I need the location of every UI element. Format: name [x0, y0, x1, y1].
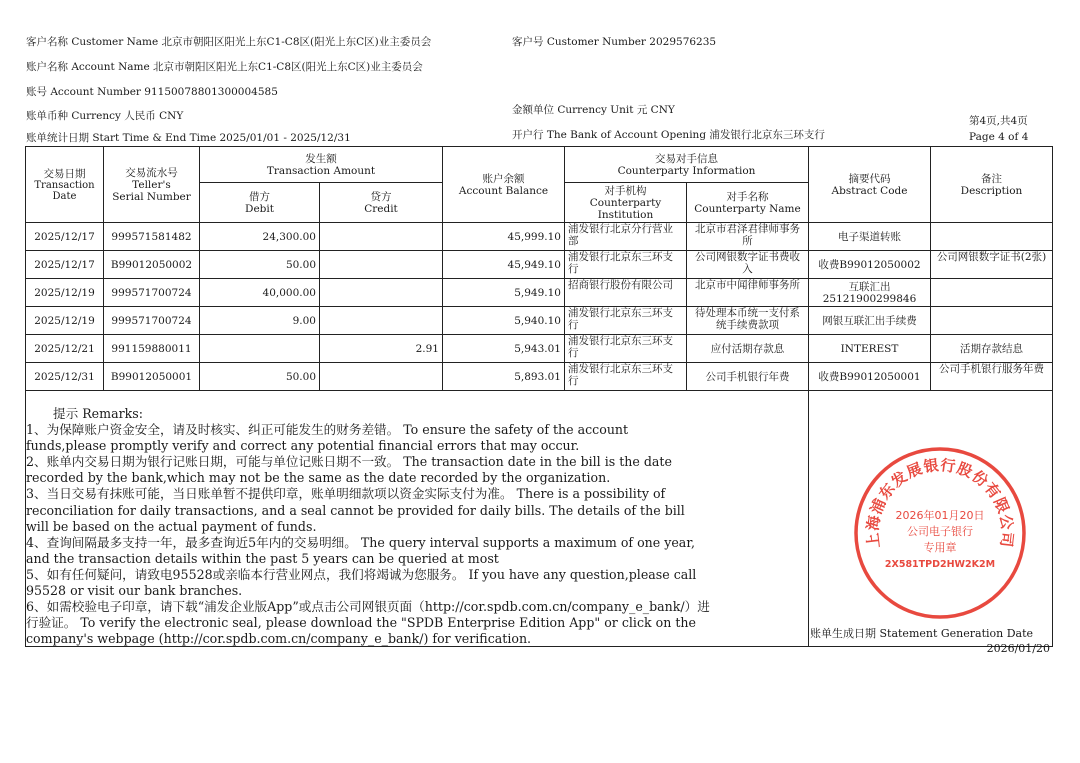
row-cp-name: 北京市中闻律师事务所 — [687, 279, 809, 307]
row-credit: 2.91 — [320, 335, 443, 363]
row-cp-name: 公司网银数字证书费收入 — [687, 251, 809, 279]
row-cp-institution: 浦发银行北京东三环支行 — [565, 307, 687, 335]
row-debit — [200, 335, 320, 363]
row-balance: 5,940.10 — [443, 307, 565, 335]
seal-line1: 公司电子银行 — [907, 525, 973, 538]
row-date: 2025/12/19 — [26, 279, 104, 307]
row-description — [931, 223, 1053, 251]
row-serial: B99012050002 — [104, 251, 200, 279]
header-credit: 贷方 Credit — [320, 183, 443, 223]
row-credit — [320, 223, 443, 251]
row-balance: 5,943.01 — [443, 335, 565, 363]
row-balance: 5,893.01 — [443, 363, 565, 391]
remarks-line: recorded by the bank,which may not be the same as the date recorded by the organization. — [26, 470, 611, 486]
row-cp-institution: 浦发银行北京东三环支行 — [565, 363, 687, 391]
row-credit — [320, 307, 443, 335]
table-header-row-1 — [26, 147, 1053, 183]
remarks-line: and the transaction details within the past 5 years can be queried at most — [26, 550, 499, 566]
row-abstract: 电子渠道转账 — [809, 223, 931, 251]
row-abstract: 互联汇出 25121900299846 — [809, 279, 931, 307]
seal-code: 2X581TPD2HW2K2M — [884, 559, 996, 570]
seal-line2: 专用章 — [923, 541, 957, 554]
row-abstract: 网银互联汇出手续费 — [809, 307, 931, 335]
row-serial: 991159880011 — [104, 335, 200, 363]
remarks-line: 3、当日交易有抹账可能，当日账单暂不提供印章，账单明细款项以资金实际支付为准。 There is a possibility of — [26, 486, 666, 502]
remarks-line: company's webpage (http://cor.spdb.com.cn/company_e_bank/) for verification. — [26, 631, 532, 647]
row-description — [931, 279, 1053, 307]
row-date: 2025/12/17 — [26, 223, 104, 251]
header-description: 备注 Description — [931, 147, 1053, 223]
row-credit — [320, 251, 443, 279]
header-counterparty: 交易对手信息 Counterparty Information — [565, 147, 809, 183]
table-row — [26, 279, 1053, 307]
remarks-line: funds,please promptly verify and correct any potential financial errors that may occur. — [26, 438, 580, 454]
opening-bank: 开户行 The Bank of Account Opening 浦发银行北京东三环支行 — [512, 129, 825, 141]
remarks-title: 提示 Remarks: — [53, 406, 143, 421]
row-cp-name: 待处理本币统一支付系统手续费款项 — [687, 307, 809, 335]
row-serial: 999571700724 — [104, 279, 200, 307]
header-serial: 交易流水号 Teller's Serial Number — [104, 147, 200, 223]
row-description: 公司网银数字证书(2张) — [931, 251, 1053, 279]
generation-date-label: 账单生成日期 Statement Generation Date — [810, 627, 1034, 640]
row-debit: 9.00 — [200, 307, 320, 335]
row-credit — [320, 363, 443, 391]
row-credit — [320, 279, 443, 307]
currency: 账单币种 Currency 人民币 CNY — [26, 110, 184, 122]
row-debit: 50.00 — [200, 363, 320, 391]
row-description: 公司手机银行服务年费 — [931, 363, 1053, 391]
row-debit: 24,300.00 — [200, 223, 320, 251]
remarks-line: 2、账单内交易日期为银行记账日期，可能与单位记账日期不一致。 The transaction date in the bill is the date — [26, 454, 672, 470]
table-row — [26, 335, 1053, 363]
row-cp-name: 应付活期存款息 — [687, 335, 809, 363]
table-row — [26, 223, 1053, 251]
header-counterparty-name: 对手名称 Counterparty Name — [687, 183, 809, 223]
remarks-line: 5、如有任何疑问，请致电95528或亲临本行营业网点，我们将竭诚为您服务。 If you have any question,please call — [26, 566, 697, 582]
remarks-line: 95528 or visit our bank branches. — [26, 583, 243, 599]
company-seal — [850, 443, 1030, 623]
currency-unit: 金额单位 Currency Unit 元 CNY — [512, 104, 675, 116]
header-amount: 发生额 Transaction Amount — [200, 147, 443, 183]
row-abstract: INTEREST — [809, 335, 931, 363]
page-indicator-en: Page 4 of 4 — [969, 131, 1029, 143]
row-description: 活期存款结息 — [931, 335, 1053, 363]
remarks-line: will be based on the actual payment of funds. — [26, 518, 317, 534]
header-date: 交易日期 Transaction Date — [26, 147, 104, 223]
row-description — [931, 307, 1053, 335]
row-serial: 999571581482 — [104, 223, 200, 251]
table-row — [26, 251, 1053, 279]
account-name: 账户名称 Account Name 北京市朝阳区阳光上东C1-C8区(阳光上东C区)业主委员会 — [26, 61, 423, 73]
remarks-line: reconciliation for daily transactions, and a seal cannot be provided for daily bills. The details of the bill — [26, 502, 685, 518]
row-balance: 5,949.10 — [443, 279, 565, 307]
table-row — [26, 307, 1053, 335]
remarks-line: 1、为保障账户资金安全，请及时核实、纠正可能发生的财务差错。 To ensure the safety of the account — [26, 422, 629, 438]
header-counterparty-institution: 对手机构 Counterparty Institution — [565, 183, 687, 223]
row-cp-institution: 浦发银行北京东三环支行 — [565, 251, 687, 279]
header-abstract: 摘要代码 Abstract Code — [809, 147, 931, 223]
row-cp-institution: 招商银行股份有限公司 — [565, 279, 687, 307]
row-date: 2025/12/19 — [26, 307, 104, 335]
row-cp-institution: 浦发银行北京分行营业部 — [565, 223, 687, 251]
row-date: 2025/12/17 — [26, 251, 104, 279]
row-cp-name: 公司手机银行年费 — [687, 363, 809, 391]
row-date: 2025/12/31 — [26, 363, 104, 391]
row-debit: 40,000.00 — [200, 279, 320, 307]
customer-name: 客户名称 Customer Name 北京市朝阳区阳光上东C1-C8区(阳光上东C区)业主委员会 — [26, 36, 432, 48]
account-number: 账号 Account Number 91150078801300004585 — [26, 86, 278, 98]
table-row — [26, 363, 1053, 391]
remarks-line: 6、如需校验电子印章，请下载“浦发企业版App”或点击公司网银页面（http://cor.spdb.com.cn/company_e_bank/）进 — [26, 599, 710, 615]
header-balance: 账户余额 Account Balance — [443, 147, 565, 223]
generation-date: 2026/01/20 — [986, 642, 1050, 655]
row-serial: 999571700724 — [104, 307, 200, 335]
header-debit: 借方 Debit — [200, 183, 320, 223]
row-abstract: 收费B99012050002 — [809, 251, 931, 279]
customer-number: 客户号 Customer Number 2029576235 — [512, 36, 717, 48]
row-cp-name: 北京市君泽君律师事务所 — [687, 223, 809, 251]
remarks-line: 行验证。 To verify the electronic seal, please download the "SPDB Enterprise Edition App" or click on the — [26, 615, 696, 631]
row-cp-institution: 浦发银行北京东三环支行 — [565, 335, 687, 363]
statement-period: 账单统计日期 Start Time & End Time 2025/01/01 - 2025/12/31 — [26, 132, 351, 144]
page-indicator-cn: 第4页,共4页 — [969, 115, 1028, 127]
row-date: 2025/12/21 — [26, 335, 104, 363]
seal-date: 2026年01月20日 — [895, 509, 985, 522]
remarks-line: 4、查询间隔最多支持一年，最多查询近5年内的交易明细。 The query interval supports a maximum of one year, — [26, 534, 695, 550]
row-balance: 45,999.10 — [443, 223, 565, 251]
seal-ring-text: 上海浦东发展银行股份有限公司 — [863, 455, 1017, 549]
row-abstract: 收费B99012050001 — [809, 363, 931, 391]
row-serial: B99012050001 — [104, 363, 200, 391]
remarks — [26, 406, 806, 647]
row-balance: 45,949.10 — [443, 251, 565, 279]
row-debit: 50.00 — [200, 251, 320, 279]
